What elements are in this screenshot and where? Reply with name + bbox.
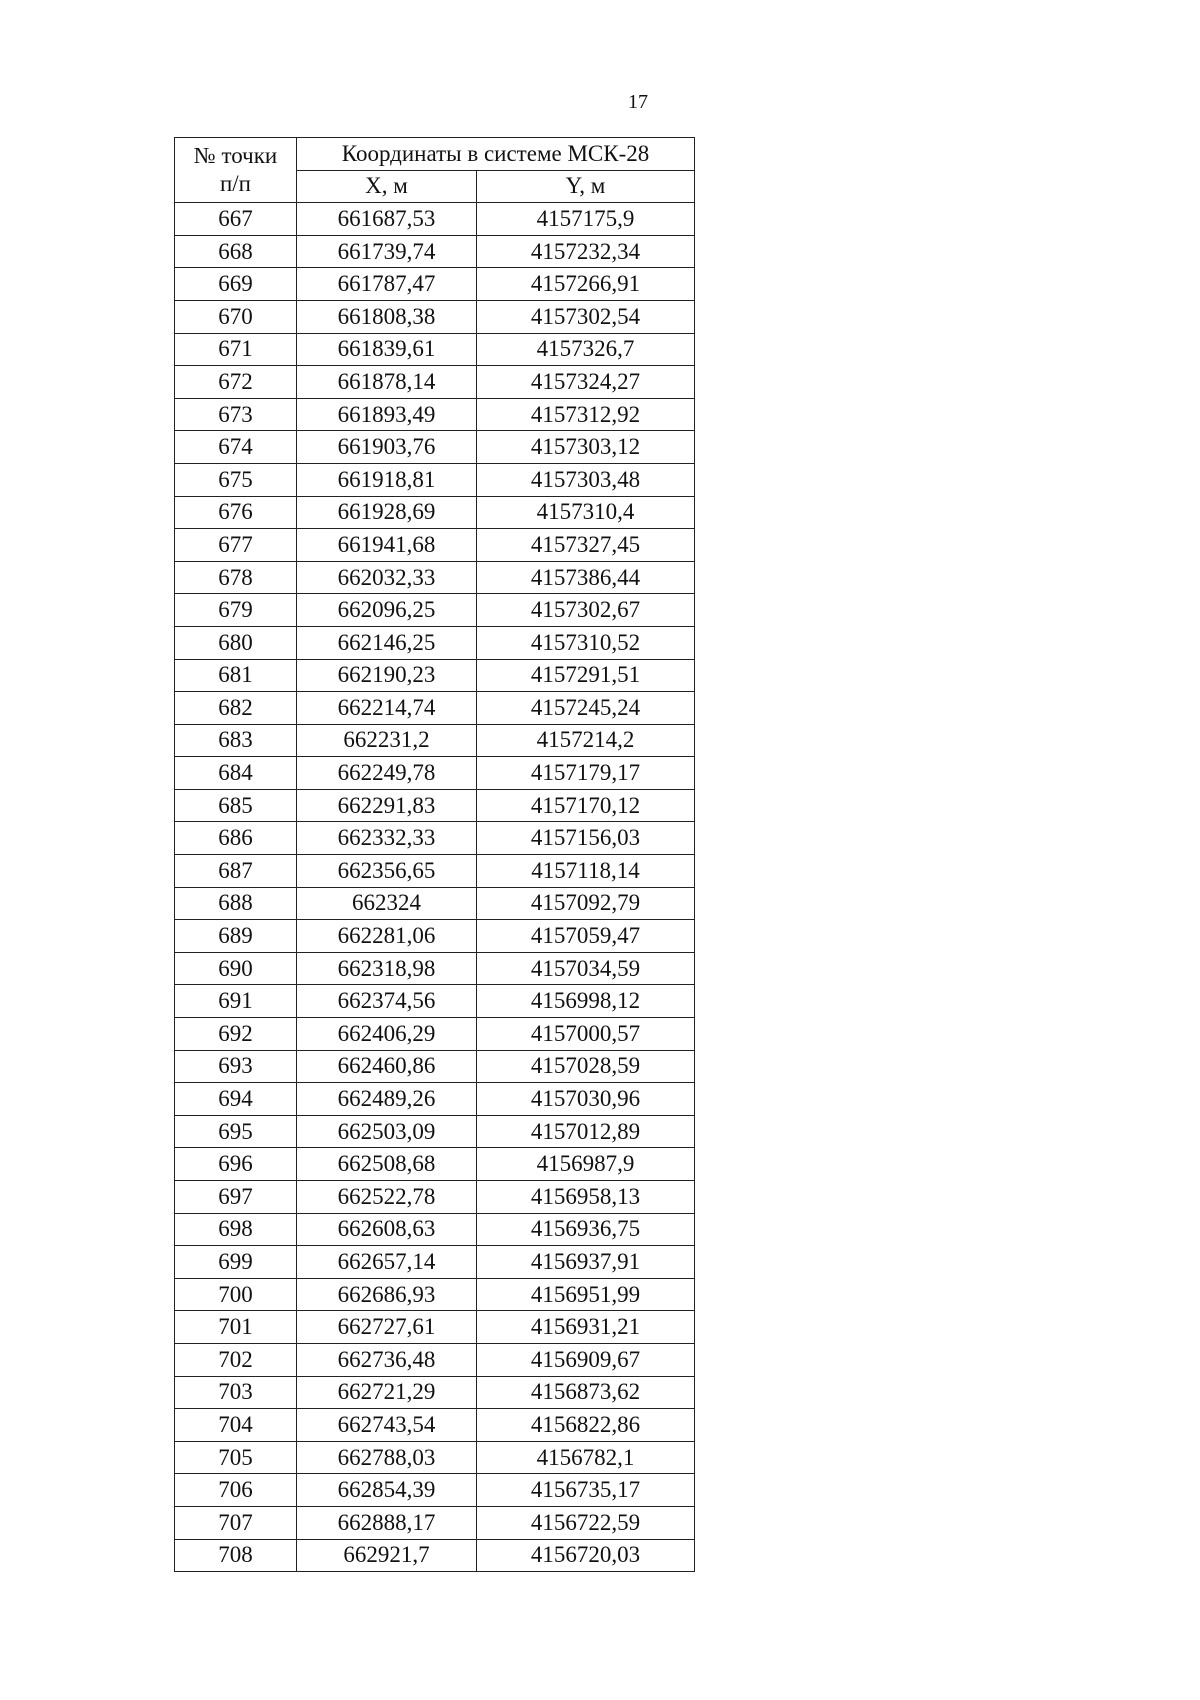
point-number-cell: 705: [175, 1441, 297, 1474]
table-row: [175, 1409, 695, 1442]
point-number-cell: 700: [175, 1278, 297, 1311]
table-row: [175, 1050, 695, 1083]
y-coordinate-cell: 4156987,9: [477, 1148, 695, 1181]
table-row: [175, 952, 695, 985]
point-number-cell: 707: [175, 1506, 297, 1539]
x-coordinate-cell: 662888,17: [297, 1506, 477, 1539]
point-number-cell: 698: [175, 1213, 297, 1246]
point-number-cell: 673: [175, 398, 297, 431]
x-coordinate-cell: 662032,33: [297, 561, 477, 594]
x-coordinate-cell: 662096,25: [297, 594, 477, 627]
y-coordinate-cell: 4157312,92: [477, 398, 695, 431]
y-coordinate-cell: 4157175,9: [477, 203, 695, 236]
table-row: [175, 1441, 695, 1474]
table-row: [175, 1311, 695, 1344]
x-coordinate-cell: 661928,69: [297, 496, 477, 529]
x-coordinate-cell: 662508,68: [297, 1148, 477, 1181]
point-number-cell: 697: [175, 1181, 297, 1214]
y-coordinate-cell: 4157000,57: [477, 1018, 695, 1051]
table-row: [175, 398, 695, 431]
y-coordinate-cell: 4157179,17: [477, 757, 695, 790]
y-coordinate-cell: 4157059,47: [477, 920, 695, 953]
table-body: [175, 203, 695, 1572]
coordinates-table: [174, 137, 695, 1572]
point-number-cell: 687: [175, 855, 297, 888]
y-coordinate-cell: 4157326,7: [477, 333, 695, 366]
table-row: [175, 1115, 695, 1148]
table-row: [175, 463, 695, 496]
table-row: [175, 561, 695, 594]
table-row: [175, 692, 695, 725]
point-number-cell: 678: [175, 561, 297, 594]
point-number-cell: 682: [175, 692, 297, 725]
x-coordinate-cell: 662324: [297, 887, 477, 920]
y-coordinate-cell: 4157302,54: [477, 300, 695, 333]
y-coordinate-cell: 4156782,1: [477, 1441, 695, 1474]
y-coordinate-cell: 4157156,03: [477, 822, 695, 855]
y-coordinate-cell: 4157324,27: [477, 366, 695, 399]
y-coordinate-cell: 4157327,45: [477, 529, 695, 562]
y-coordinate-cell: 4156735,17: [477, 1474, 695, 1507]
y-coordinate-cell: 4156720,03: [477, 1539, 695, 1572]
point-number-cell: 701: [175, 1311, 297, 1344]
x-coordinate-cell: 662231,2: [297, 724, 477, 757]
x-coordinate-cell: 662356,65: [297, 855, 477, 888]
point-number-cell: 694: [175, 1083, 297, 1116]
y-coordinate-cell: 4157030,96: [477, 1083, 695, 1116]
point-number-cell: 689: [175, 920, 297, 953]
x-coordinate-cell: 662788,03: [297, 1441, 477, 1474]
table-row: [175, 1181, 695, 1214]
table-row: [175, 268, 695, 301]
table-row: [175, 887, 695, 920]
point-number-cell: 695: [175, 1115, 297, 1148]
x-coordinate-cell: 661787,47: [297, 268, 477, 301]
table-row: [175, 1278, 695, 1311]
x-coordinate-cell: 662318,98: [297, 952, 477, 985]
y-coordinate-cell: 4156822,86: [477, 1409, 695, 1442]
point-number-cell: 667: [175, 203, 297, 236]
y-coordinate-cell: 4157232,34: [477, 235, 695, 268]
point-number-cell: 696: [175, 1148, 297, 1181]
x-coordinate-cell: 661839,61: [297, 333, 477, 366]
point-number-cell: 702: [175, 1343, 297, 1376]
table-row: [175, 757, 695, 790]
table-row: [175, 659, 695, 692]
table-row: [175, 1018, 695, 1051]
y-coordinate-cell: 4157302,67: [477, 594, 695, 627]
x-coordinate-cell: 662727,61: [297, 1311, 477, 1344]
point-number-cell: 699: [175, 1246, 297, 1279]
table-row: [175, 1474, 695, 1507]
point-number-cell: 675: [175, 463, 297, 496]
table-row: [175, 235, 695, 268]
x-coordinate-cell: 661941,68: [297, 529, 477, 562]
y-coordinate-cell: 4157245,24: [477, 692, 695, 725]
x-coordinate-cell: 662460,86: [297, 1050, 477, 1083]
y-coordinate-cell: 4157291,51: [477, 659, 695, 692]
y-coordinate-cell: 4157386,44: [477, 561, 695, 594]
y-coordinate-cell: 4156909,67: [477, 1343, 695, 1376]
table-row: [175, 724, 695, 757]
y-coordinate-cell: 4157310,4: [477, 496, 695, 529]
y-coordinate-cell: 4157303,48: [477, 463, 695, 496]
y-coordinate-cell: 4156873,62: [477, 1376, 695, 1409]
y-coordinate-cell: 4156722,59: [477, 1506, 695, 1539]
point-number-cell: 681: [175, 659, 297, 692]
table-row: [175, 203, 695, 236]
point-number-cell: 679: [175, 594, 297, 627]
table-row: [175, 529, 695, 562]
point-number-cell: 674: [175, 431, 297, 464]
y-coordinate-cell: 4157118,14: [477, 855, 695, 888]
x-coordinate-cell: 662489,26: [297, 1083, 477, 1116]
point-number-cell: 670: [175, 300, 297, 333]
point-number-cell: 686: [175, 822, 297, 855]
x-coordinate-cell: 662743,54: [297, 1409, 477, 1442]
point-number-cell: 691: [175, 985, 297, 1018]
x-coordinate-cell: 661878,14: [297, 366, 477, 399]
x-coordinate-cell: 662503,09: [297, 1115, 477, 1148]
point-number-cell: 683: [175, 724, 297, 757]
table-row: [175, 496, 695, 529]
point-number-cell: 693: [175, 1050, 297, 1083]
x-coordinate-cell: 662281,06: [297, 920, 477, 953]
x-coordinate-cell: 662406,29: [297, 1018, 477, 1051]
point-number-cell: 704: [175, 1409, 297, 1442]
point-number-cell: 690: [175, 952, 297, 985]
point-number-cell: 676: [175, 496, 297, 529]
x-coordinate-cell: 661893,49: [297, 398, 477, 431]
y-coordinate-cell: 4157310,52: [477, 626, 695, 659]
x-coordinate-cell: 662854,39: [297, 1474, 477, 1507]
point-number-cell: 672: [175, 366, 297, 399]
point-number-header-line1: № точки: [193, 143, 278, 169]
table-row: [175, 920, 695, 953]
table-row: [175, 789, 695, 822]
coordinates-group-header: Координаты в системе МСК-28: [297, 138, 695, 171]
point-number-cell: 680: [175, 626, 297, 659]
point-number-cell: 668: [175, 235, 297, 268]
y-coordinate-cell: 4156936,75: [477, 1213, 695, 1246]
point-number-header-line2: п/п: [219, 171, 251, 197]
x-coordinate-cell: 661808,38: [297, 300, 477, 333]
x-coordinate-cell: 662249,78: [297, 757, 477, 790]
x-coordinate-cell: 661918,81: [297, 463, 477, 496]
page-number: 17: [628, 91, 648, 113]
x-coordinate-cell: 662686,93: [297, 1278, 477, 1311]
x-coordinate-cell: 662608,63: [297, 1213, 477, 1246]
table-row: [175, 1539, 695, 1572]
x-coordinate-cell: 662522,78: [297, 1181, 477, 1214]
table-row: [175, 985, 695, 1018]
x-coordinate-cell: 662374,56: [297, 985, 477, 1018]
point-number-cell: 688: [175, 887, 297, 920]
y-coordinate-cell: 4156951,99: [477, 1278, 695, 1311]
x-coordinate-cell: 661739,74: [297, 235, 477, 268]
table-row: [175, 1343, 695, 1376]
point-number-cell: 692: [175, 1018, 297, 1051]
table-header: [175, 138, 695, 203]
x-coordinate-cell: 662921,7: [297, 1539, 477, 1572]
point-number-header: [175, 138, 297, 203]
table-row: [175, 594, 695, 627]
header-row-1: [175, 138, 695, 171]
table-row: [175, 1148, 695, 1181]
table-row: [175, 822, 695, 855]
table-row: [175, 1376, 695, 1409]
table-row: [175, 333, 695, 366]
y-coordinate-cell: 4156937,91: [477, 1246, 695, 1279]
x-coordinate-cell: 662657,14: [297, 1246, 477, 1279]
x-coordinate-cell: 662332,33: [297, 822, 477, 855]
y-coordinate-cell: 4157092,79: [477, 887, 695, 920]
table-row: [175, 431, 695, 464]
y-coordinate-cell: 4157170,12: [477, 789, 695, 822]
table-row: [175, 1083, 695, 1116]
point-number-cell: 685: [175, 789, 297, 822]
point-number-cell: 708: [175, 1539, 297, 1572]
point-number-cell: 706: [175, 1474, 297, 1507]
point-number-cell: 677: [175, 529, 297, 562]
x-coordinate-cell: 661687,53: [297, 203, 477, 236]
y-coordinate-cell: 4156998,12: [477, 985, 695, 1018]
x-coordinate-cell: 662721,29: [297, 1376, 477, 1409]
table-row: [175, 626, 695, 659]
table-row: [175, 1213, 695, 1246]
point-number-cell: 703: [175, 1376, 297, 1409]
point-number-cell: 669: [175, 268, 297, 301]
y-coordinate-cell: 4157012,89: [477, 1115, 695, 1148]
point-number-cell: 671: [175, 333, 297, 366]
table-row: [175, 366, 695, 399]
x-coordinate-cell: 662736,48: [297, 1343, 477, 1376]
y-column-header: Y, м: [477, 170, 695, 203]
table-row: [175, 1246, 695, 1279]
table-row: [175, 855, 695, 888]
x-coordinate-cell: 662146,25: [297, 626, 477, 659]
x-coordinate-cell: 661903,76: [297, 431, 477, 464]
y-coordinate-cell: 4157028,59: [477, 1050, 695, 1083]
y-coordinate-cell: 4157303,12: [477, 431, 695, 464]
table-row: [175, 300, 695, 333]
point-number-cell: 684: [175, 757, 297, 790]
x-column-header: X, м: [297, 170, 477, 203]
y-coordinate-cell: 4156931,21: [477, 1311, 695, 1344]
y-coordinate-cell: 4157266,91: [477, 268, 695, 301]
x-coordinate-cell: 662214,74: [297, 692, 477, 725]
table-row: [175, 1506, 695, 1539]
y-coordinate-cell: 4156958,13: [477, 1181, 695, 1214]
x-coordinate-cell: 662291,83: [297, 789, 477, 822]
y-coordinate-cell: 4157034,59: [477, 952, 695, 985]
x-coordinate-cell: 662190,23: [297, 659, 477, 692]
y-coordinate-cell: 4157214,2: [477, 724, 695, 757]
